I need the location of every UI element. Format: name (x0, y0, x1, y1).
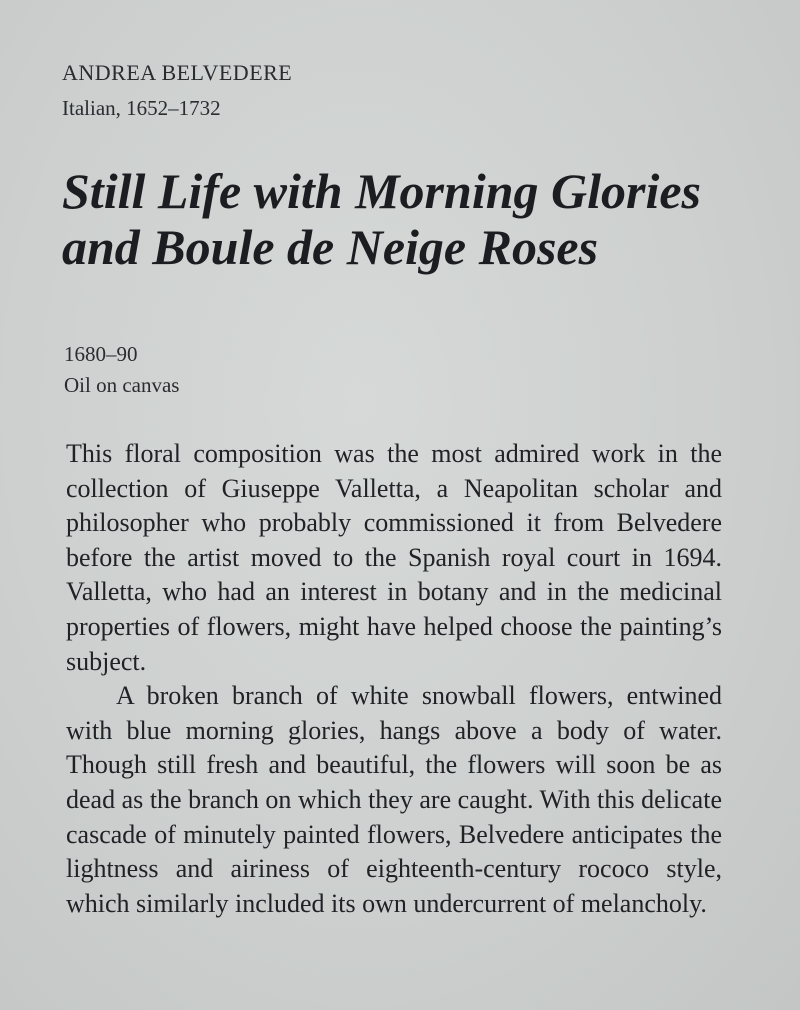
artwork-medium: Oil on canvas (64, 373, 180, 397)
description-paragraph: This floral composition was the most admired work in the collection of Giuseppe Valletta, a Neapolitan scholar and philosopher who probably commissioned it from Belvedere before the artist moved to the Spanish royal court in 1694. Valletta, who had an interest in botany and in the medicinal properties of flowers, might have helped choose the painting’s subject. (66, 439, 722, 676)
artist-name: ANDREA BELVEDERE (62, 60, 293, 85)
artwork-description (66, 437, 722, 921)
artist-nationality-dates: Italian, 1652–1732 (62, 96, 221, 120)
description-paragraph: A broken branch of white snowball flowers, entwined with blue morning glories, hangs above a body of water. Though still fresh and beautiful, the flowers will soon be as dead as the branch on which they are caught. With this delicate cascade of minutely painted flowers, Belvedere anticipates the lightness and airiness of eighteenth-century rococo style, which similarly included its own undercurrent of melancholy. (66, 681, 722, 918)
artwork-title: Still Life with Morning Glories and Boule de Neige Roses (62, 163, 702, 275)
artwork-date: 1680–90 (64, 342, 138, 366)
